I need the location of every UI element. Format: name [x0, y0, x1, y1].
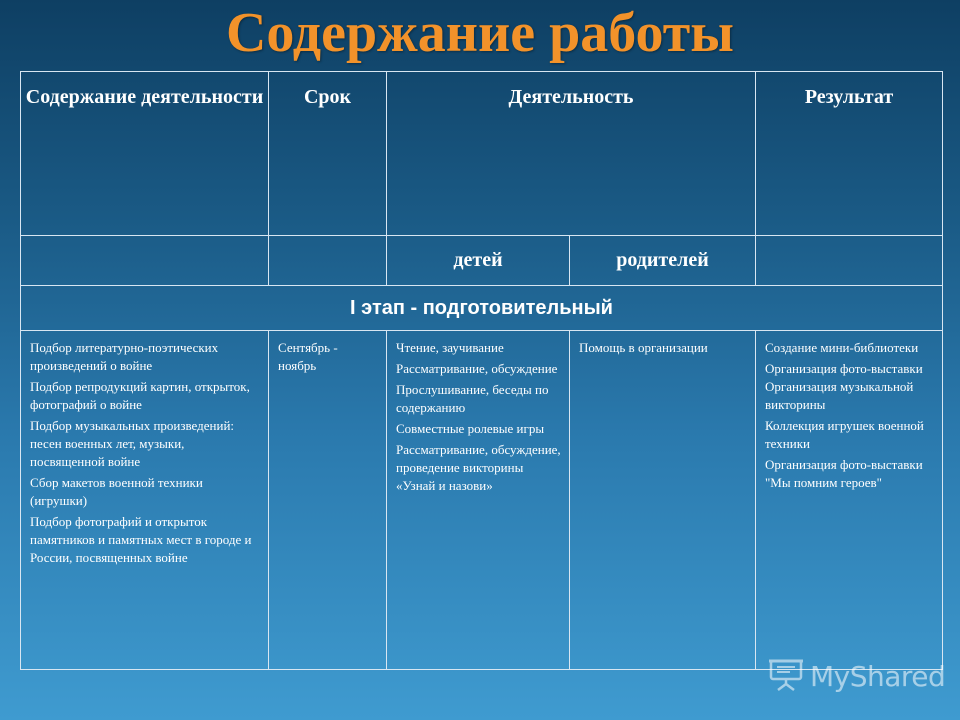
header-row: [21, 72, 943, 236]
result-item: Создание мини-библиотеки: [765, 340, 919, 355]
content-item: Сбор макетов военной техники (игрушки): [30, 475, 203, 508]
cell-children-activity: [387, 331, 570, 670]
cell-parents-activity: [570, 331, 756, 670]
subheader-parents: родителей: [570, 236, 756, 286]
result-item: Коллекция игрушек военной техники: [765, 418, 924, 451]
stage-row: [21, 286, 943, 331]
content-item: Подбор репродукций картин, открыток, фотографий о войне: [30, 379, 250, 412]
subheader-row: [21, 236, 943, 286]
subheader-empty-result: [756, 236, 943, 286]
work-plan-table: [20, 71, 943, 670]
children-activity-item: Прослушивание, беседы по содержанию: [396, 382, 549, 415]
content-item: Подбор музыкальных произведений: песен военных лет, музыки, посвященной войне: [30, 418, 235, 469]
cell-term: [269, 331, 387, 670]
page-title: Содержание работы: [225, 2, 735, 64]
subheader-empty-content: [21, 236, 269, 286]
content-row: [21, 331, 943, 670]
stage-label: I этап - подготовительный: [21, 286, 943, 331]
cell-content: [21, 331, 269, 670]
presentation-board-icon: [768, 657, 804, 696]
subheader-children: детей: [387, 236, 570, 286]
term-item: Сентябрь - ноябрь: [278, 340, 338, 373]
header-content: Содержание деятельности: [21, 72, 269, 236]
content-item: Подбор литературно-поэтических произведений о войне: [30, 340, 219, 373]
children-activity-item: Рассматривание, обсуждение: [396, 361, 558, 376]
content-item: Подбор фотографий и открыток памятников и памятных мест в городе и России, посвященных войне: [30, 514, 252, 565]
children-activity-item: Рассматривание, обсуждение, проведение викторины «Узнай и назови»: [396, 442, 561, 493]
subheader-empty-term: [269, 236, 387, 286]
children-activity-item: Чтение, заучивание: [396, 340, 504, 355]
result-item: Организация фото-выставки Организация музыкальной викторины: [765, 361, 923, 412]
cell-result: [756, 331, 943, 670]
header-activity: Деятельность: [387, 72, 756, 236]
result-item: Организация фото-выставки "Мы помним героев": [765, 457, 923, 490]
parents-activity-item: Помощь в организации: [579, 340, 708, 355]
children-activity-item: Совместные ролевые игры: [396, 421, 545, 436]
watermark-text: MyShared: [810, 659, 946, 693]
header-term: Срок: [269, 72, 387, 236]
header-result: Результат: [756, 72, 943, 236]
watermark: [768, 656, 945, 696]
